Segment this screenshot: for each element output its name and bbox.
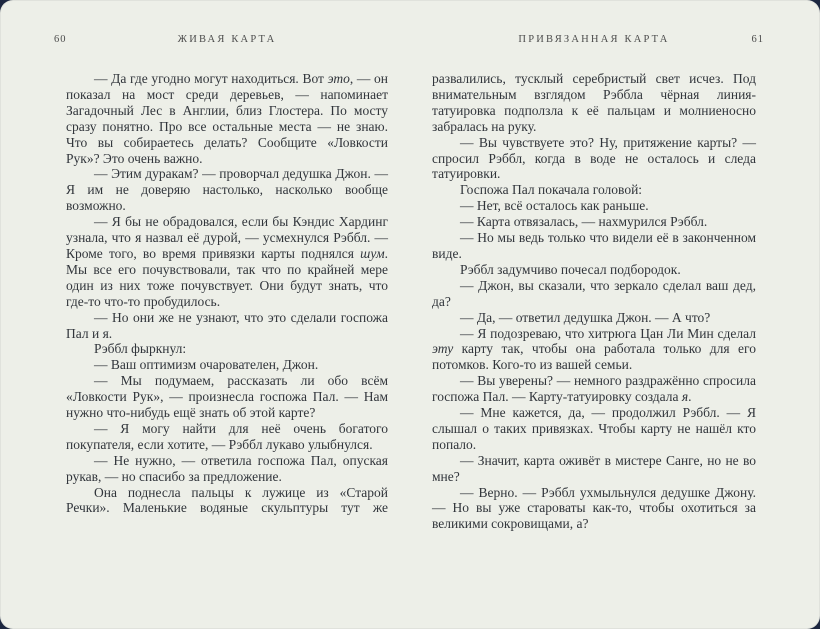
page-number-right: 61 xyxy=(751,34,764,45)
emphasis: эту xyxy=(432,341,454,357)
paragraph: Она поднесла пальцы к лужице из «Старой Речки». Маленькие водяные скульптуры тут же xyxy=(66,484,388,516)
running-title-left: ЖИВАЯ КАРТА xyxy=(177,34,277,45)
paragraph: — Вы уверены? — немного раздражённо спросила госпожа Пал. — Карту-татуировку создала я. xyxy=(432,373,756,405)
paragraph: — Вы чувствуете это? Ну, притяжение карты? — спросил Рэббл, когда в воде не осталось и следа татуировки. xyxy=(432,134,756,182)
paragraph: — Ваш оптимизм очарователен, Джон. xyxy=(94,357,319,373)
page-right xyxy=(432,34,764,532)
emphasis: я xyxy=(681,389,689,405)
paragraph: — Я могу найти для неё очень богатого покупателя, если хотите, — Рэббл лукаво улыбнулся. xyxy=(66,420,388,452)
paragraph: — Нет, всё осталось как раньше. xyxy=(460,198,649,214)
paragraph: — Верно. — Рэббл ухмыльнулся дедушке Джону. — Но вы уже староваты как-то, чтобы охотиться за великими сокровищами, а? xyxy=(432,484,756,532)
paragraph: — Мы подумаем, рассказать ли обо всём «Ловкости Рук», — произнесла госпожа Пал. — Нам нужно что-нибудь ещё знать об этой карте? xyxy=(66,373,388,421)
emphasis: шум xyxy=(360,245,385,261)
paragraph: — Этим дуракам? — проворчал дедушка Джон. — Я им не доверяю настолько, насколько вообще возможно. xyxy=(66,166,388,214)
paragraph: — Да где угодно могут находиться. Вот это, — он показал на мост среди деревьев, — напоминает Загадочный Лес в Англии, близ Глостера. По мосту сразу понятно. Про все остальные места — не знаю. Что вы собираетесь делать? Сообщите «Ловкости Рук»? Это очень важно. xyxy=(66,71,388,166)
page-left xyxy=(54,34,388,516)
paragraph: — Значит, карта оживёт в мистере Санге, но не во мне? xyxy=(432,452,756,484)
paragraph: — Не нужно, — ответила госпожа Пал, опуская рукав, — но спасибо за предложение. xyxy=(66,452,388,484)
page-header-right xyxy=(432,34,764,45)
paragraph: Рэббл задумчиво почесал подбородок. xyxy=(460,261,681,277)
paragraph: — Карта отвязалась, — нахмурился Рэббл. xyxy=(460,214,708,230)
paragraph: развалились, тусклый серебристый свет исчез. Под внимательным взглядом Рэббла чёрная линия-татуировка подползла к её пальцам и молниеносно забралась на руку. xyxy=(432,71,756,134)
paragraph: Рэббл фыркнул: xyxy=(94,341,187,357)
emphasis: это xyxy=(327,71,350,86)
paragraph: — Мне кажется, да, — продолжил Рэббл. — Я слышал о таких привязках. Чтобы карту не нашёл кто попало. xyxy=(432,405,756,452)
page-header-left xyxy=(54,34,388,45)
running-title-right: ПРИВЯЗАННАЯ КАРТА xyxy=(518,34,670,45)
paragraph: Госпожа Пал покачала головой: xyxy=(460,182,643,198)
paragraph: — Но они же не узнают, что это сделали госпожа Пал и я. xyxy=(66,309,388,341)
paragraph: — Да, — ответил дедушка Джон. — А что? xyxy=(460,309,711,325)
page-text-left xyxy=(66,71,388,516)
paragraph: — Джон, вы сказали, что зеркало сделал ваш дед, да? xyxy=(432,277,756,309)
page-number-left: 60 xyxy=(54,34,67,45)
page-text-right xyxy=(432,71,756,532)
paragraph: — Но мы ведь только что видели её в законченном виде. xyxy=(432,230,756,261)
paragraph: — Я бы не обрадовался, если бы Кэндис Хардинг узнала, что я назвал её дурой, — усмехнулся Рэббл. — Кроме того, во время привязки карты поднялся шум. Мы все его почувствовали, так что по крайней мере один из них тоже почувствует. Они будут знать, что где-то что-то пробудилось. xyxy=(66,214,388,309)
paragraph: — Я подозреваю, что хитрюга Цан Ли Мин сделал эту карту так, чтобы она работала только для его потомков. Кого-то из вашей семьи. xyxy=(432,325,756,373)
